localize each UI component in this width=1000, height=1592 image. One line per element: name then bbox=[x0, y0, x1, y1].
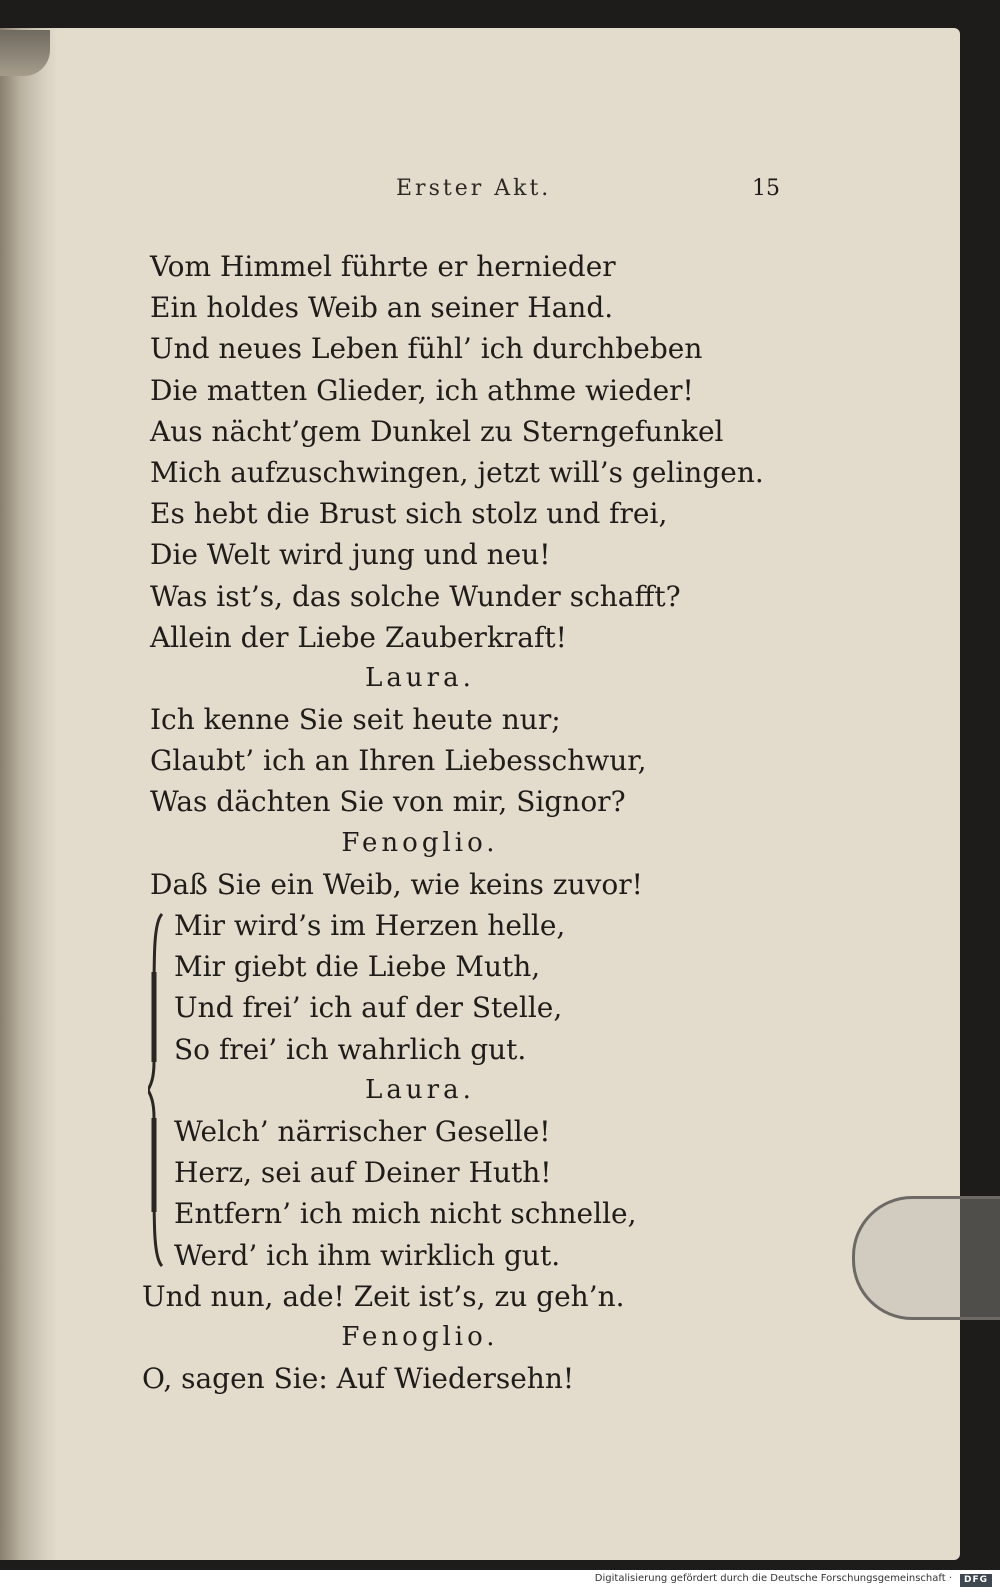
verse-line: Glaubt’ ich an Ihren Liebesschwur, bbox=[150, 744, 647, 778]
duet-brace bbox=[148, 912, 166, 1268]
speaker-name: Fenoglio. bbox=[341, 1321, 499, 1352]
verse-line: Welch’ närrischer Geselle! bbox=[174, 1114, 551, 1148]
digitization-credit: Digitalisierung gefördert durch die Deutsche Forschungsgemeinschaft · bbox=[594, 1573, 952, 1584]
speaker-name: Laura. bbox=[365, 662, 475, 693]
verse-line: Entfern’ ich mich nicht schnelle, bbox=[174, 1197, 637, 1231]
verse-line: Was ist’s, das solche Wunder schafft? bbox=[150, 579, 681, 613]
verse-text bbox=[142, 246, 810, 1399]
running-head: Erster Akt. bbox=[396, 176, 552, 201]
page-clip bbox=[852, 1196, 1000, 1320]
footer-bar bbox=[0, 1570, 1000, 1592]
verse-line: Ein holdes Weib an seiner Hand. bbox=[150, 291, 614, 325]
verse-line: Mir giebt die Liebe Muth, bbox=[174, 950, 541, 984]
dfg-logo: DFG bbox=[960, 1574, 992, 1587]
verse-line: O, sagen Sie: Auf Wiedersehn! bbox=[142, 1362, 575, 1396]
verse-line: Und frei’ ich auf der Stelle, bbox=[174, 991, 563, 1025]
page-header bbox=[0, 176, 960, 206]
verse-line: Die matten Glieder, ich athme wieder! bbox=[150, 373, 694, 407]
verse-line: Die Welt wird jung und neu! bbox=[150, 538, 551, 572]
verse-line: So frei’ ich wahrlich gut. bbox=[174, 1032, 527, 1066]
book-spine bbox=[0, 28, 58, 1560]
verse-line: Allein der Liebe Zauberkraft! bbox=[150, 620, 567, 654]
verse-line: Herz, sei auf Deiner Huth! bbox=[174, 1156, 552, 1190]
verse-line: Mich aufzuschwingen, jetzt will’s gelingen. bbox=[150, 455, 764, 489]
verse-line: Vom Himmel führte er hernieder bbox=[150, 250, 616, 283]
verse-line: Was dächten Sie von mir, Signor? bbox=[150, 785, 626, 819]
page-number: 15 bbox=[752, 176, 780, 201]
speaker-name: Fenoglio. bbox=[341, 827, 499, 858]
verse-line: Werd’ ich ihm wirklich gut. bbox=[174, 1238, 561, 1272]
verse-line: Ich kenne Sie seit heute nur; bbox=[150, 703, 561, 737]
verse-line: Aus nächt’gem Dunkel zu Sterngefunkel bbox=[150, 414, 724, 448]
verse-line: Und neues Leben fühl’ ich durchbeben bbox=[150, 332, 703, 366]
verse-line: Und nun, ade! Zeit ist’s, zu geh’n. bbox=[142, 1279, 625, 1313]
verse-line: Daß Sie ein Weib, wie keins zuvor! bbox=[150, 867, 643, 901]
verse-line: Mir wird’s im Herzen helle, bbox=[174, 909, 566, 942]
speaker-name: Laura. bbox=[365, 1074, 475, 1105]
verse-line: Es hebt die Brust sich stolz und frei, bbox=[150, 497, 668, 531]
